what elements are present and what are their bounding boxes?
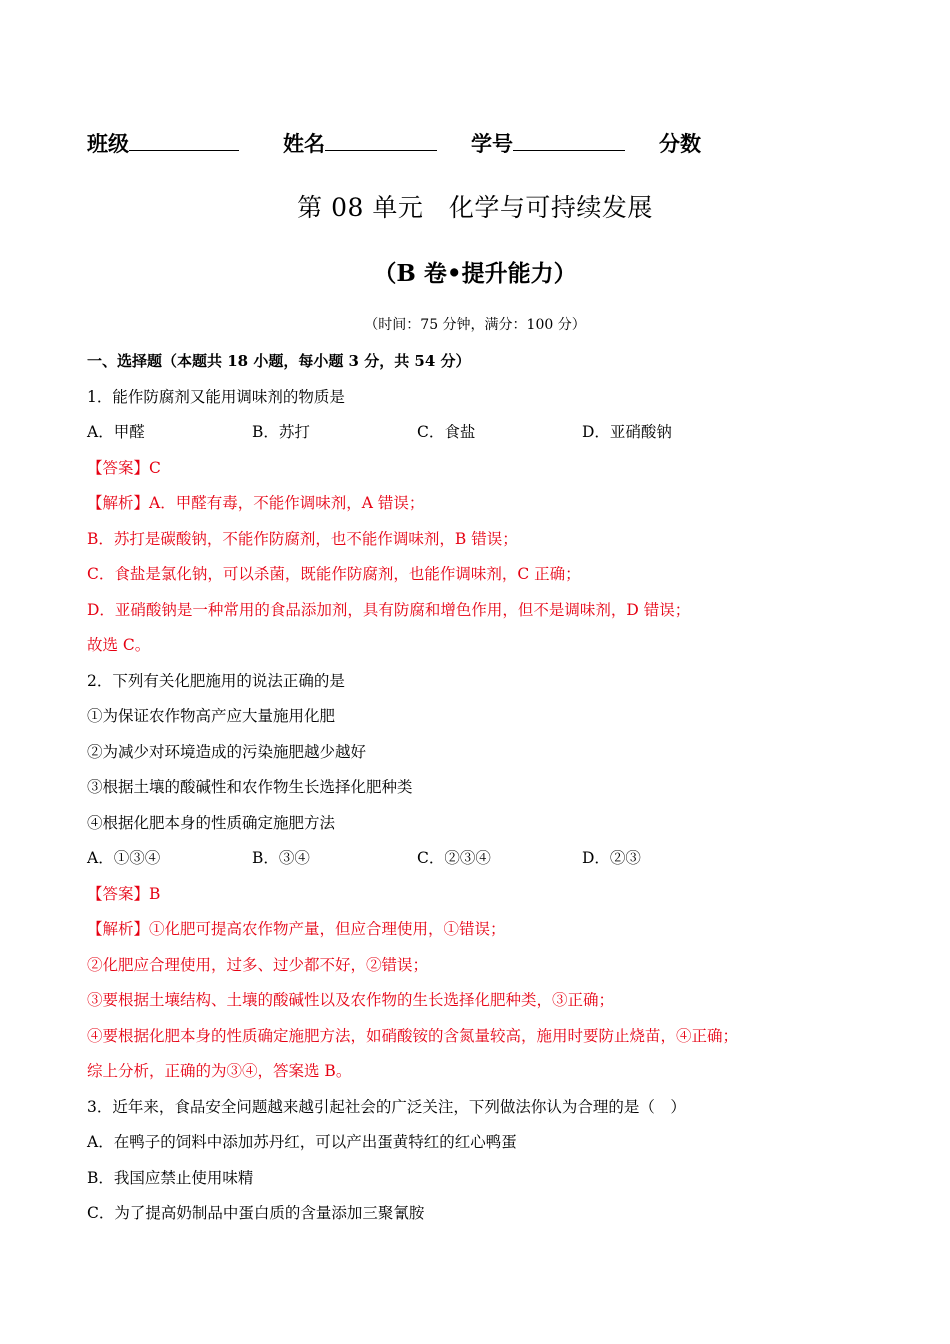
analysis-line: ③要根据土壤结构、土壤的酸碱性以及农作物的生长选择化肥种类，③正确； <box>87 991 615 1009</box>
page-title: 第 08 单元 化学与可持续发展 <box>297 193 653 222</box>
question-options <box>87 841 877 877</box>
section-heading: 一、选择题（本题共 18 小题，每小题 3 分，共 54 分） <box>87 352 471 370</box>
score-field <box>659 128 701 158</box>
class-label: 班级 <box>87 131 129 156</box>
analysis-line: 【解析】A．甲醛有毒，不能作调味剂，A 错误； <box>87 494 425 512</box>
class-field <box>87 128 283 158</box>
option-a: A．在鸭子的饲料中添加苏丹红，可以产出蛋黄特红的红心鸭蛋 <box>87 1133 517 1151</box>
option-b: B．③④ <box>252 849 310 867</box>
time-info: （时间：75 分钟，满分：100 分） <box>364 317 586 333</box>
answer-line: 【答案】C <box>87 458 161 477</box>
option-b: B．苏打 <box>252 423 310 441</box>
option-c: C．为了提高奶制品中蛋白质的含量添加三聚氰胺 <box>87 1204 425 1222</box>
score-label: 分数 <box>659 131 701 156</box>
analysis-line: 故选 C。 <box>87 636 151 654</box>
option-a: A．①③④ <box>87 849 161 867</box>
student-info-header <box>87 128 701 158</box>
question-stem: 1．能作防腐剂又能用调味剂的物质是 <box>87 387 345 406</box>
student-id-blank[interactable] <box>513 132 625 151</box>
exam-content <box>87 344 877 1232</box>
analysis-line: B．苏打是碳酸钠，不能作防腐剂，也不能作调味剂，B 错误； <box>87 529 518 548</box>
question-stem: 2．下列有关化肥施用的说法正确的是 <box>87 671 345 690</box>
analysis-line: 【解析】①化肥可提高农作物产量，但应合理使用，①错误； <box>87 920 506 938</box>
question-options <box>87 415 877 451</box>
question-2 <box>87 664 877 1090</box>
statement-item: ④根据化肥本身的性质确定施肥方法 <box>87 813 336 832</box>
class-blank[interactable] <box>129 132 239 151</box>
option-a: A．甲醛 <box>87 423 145 441</box>
option-c: C．食盐 <box>417 423 476 441</box>
option-d: D．②③ <box>582 849 641 867</box>
option-d: D．亚硝酸钠 <box>582 423 672 441</box>
option-c: C．②③④ <box>417 849 491 867</box>
answer-line: 【答案】B <box>87 884 161 903</box>
analysis-line: D．亚硝酸钠是一种常用的食品添加剂，具有防腐和增色作用，但不是调味剂，D 错误； <box>87 600 691 619</box>
name-field <box>283 128 471 158</box>
statement-item: ①为保证农作物高产应大量施用化肥 <box>87 707 336 725</box>
analysis-line: C．食盐是氯化钠，可以杀菌，既能作防腐剂，也能作调味剂，C 正确； <box>87 565 581 583</box>
student-id-field <box>471 128 659 158</box>
page-subtitle: （B 卷•提升能力） <box>373 260 577 287</box>
analysis-line: 综上分析，正确的为③④，答案选 B。 <box>87 1062 352 1080</box>
analysis-line: ④要根据化肥本身的性质确定施肥方法，如硝酸铵的含氮量较高，施用时要防止烧苗，④正确； <box>87 1026 739 1045</box>
statement-item: ②为减少对环境造成的污染施肥越少越好 <box>87 742 367 761</box>
student-id-label: 学号 <box>471 131 513 156</box>
question-3 <box>87 1090 877 1232</box>
name-blank[interactable] <box>325 132 437 151</box>
question-1 <box>87 380 877 664</box>
question-stem: 3．近年来，食品安全问题越来越引起社会的广泛关注，下列做法你认为合理的是（ ） <box>87 1097 686 1116</box>
statement-item: ③根据土壤的酸碱性和农作物生长选择化肥种类 <box>87 778 413 796</box>
name-label: 姓名 <box>283 131 325 156</box>
option-b: B．我国应禁止使用味精 <box>87 1168 254 1187</box>
analysis-line: ②化肥应合理使用，过多、过少都不好，②错误； <box>87 955 429 974</box>
